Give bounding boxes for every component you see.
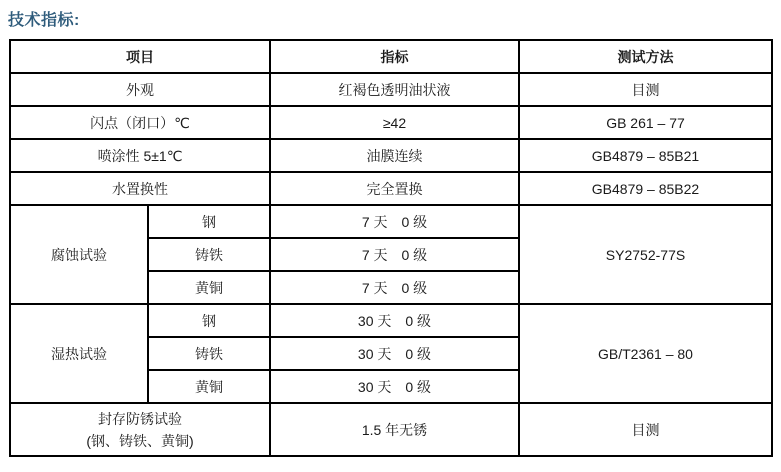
flash-point-method: GB 261 – 77 bbox=[519, 106, 772, 139]
row-water-displacement bbox=[10, 172, 772, 205]
sealed-rust-method: 目测 bbox=[519, 403, 772, 456]
damp-heat-material-steel: 钢 bbox=[148, 304, 270, 337]
damp-heat-spec-steel: 30 天 0 级 bbox=[270, 304, 519, 337]
water-displacement-spec: 完全置换 bbox=[270, 172, 519, 205]
row-corrosion-steel bbox=[10, 205, 772, 238]
damp-heat-spec-cast-iron: 30 天 0 级 bbox=[270, 337, 519, 370]
corrosion-material-steel: 钢 bbox=[148, 205, 270, 238]
row-appearance bbox=[10, 73, 772, 106]
water-displacement-method: GB4879 – 85B22 bbox=[519, 172, 772, 205]
appearance-method: 目测 bbox=[519, 73, 772, 106]
corrosion-spec-steel: 7 天 0 级 bbox=[270, 205, 519, 238]
spec-table bbox=[9, 39, 773, 457]
corrosion-spec-brass: 7 天 0 级 bbox=[270, 271, 519, 304]
flash-point-item: 闪点（闭口）℃ bbox=[10, 106, 270, 139]
row-sealed-rust-prevention bbox=[10, 403, 772, 456]
corrosion-group-label: 腐蚀试验 bbox=[10, 205, 148, 304]
row-flash-point bbox=[10, 106, 772, 139]
appearance-item: 外观 bbox=[10, 73, 270, 106]
col-header-spec: 指标 bbox=[270, 40, 519, 73]
row-damp-heat-steel bbox=[10, 304, 772, 337]
sprayability-method: GB4879 – 85B21 bbox=[519, 139, 772, 172]
header-row bbox=[10, 40, 772, 73]
row-sprayability bbox=[10, 139, 772, 172]
col-header-item: 项目 bbox=[10, 40, 270, 73]
water-displacement-item: 水置换性 bbox=[10, 172, 270, 205]
damp-heat-method: GB/T2361 – 80 bbox=[519, 304, 772, 403]
page-title: 技术指标: bbox=[8, 12, 80, 29]
corrosion-material-brass: 黄铜 bbox=[148, 271, 270, 304]
damp-heat-material-cast-iron: 铸铁 bbox=[148, 337, 270, 370]
sealed-rust-item-line1: 封存防锈试验 bbox=[98, 410, 182, 427]
sealed-rust-item bbox=[10, 403, 270, 456]
damp-heat-group-label: 湿热试验 bbox=[10, 304, 148, 403]
appearance-spec: 红褐色透明油状液 bbox=[270, 73, 519, 106]
corrosion-spec-cast-iron: 7 天 0 级 bbox=[270, 238, 519, 271]
sealed-rust-item-line2: (钢、铸铁、黄铜) bbox=[86, 432, 194, 449]
corrosion-method: SY2752-77S bbox=[519, 205, 772, 304]
flash-point-spec: ≥42 bbox=[270, 106, 519, 139]
col-header-method: 测试方法 bbox=[519, 40, 772, 73]
damp-heat-spec-brass: 30 天 0 级 bbox=[270, 370, 519, 403]
corrosion-material-cast-iron: 铸铁 bbox=[148, 238, 270, 271]
sprayability-spec: 油膜连续 bbox=[270, 139, 519, 172]
sealed-rust-spec: 1.5 年无锈 bbox=[270, 403, 519, 456]
sprayability-item: 喷涂性 5±1℃ bbox=[10, 139, 270, 172]
damp-heat-material-brass: 黄铜 bbox=[148, 370, 270, 403]
